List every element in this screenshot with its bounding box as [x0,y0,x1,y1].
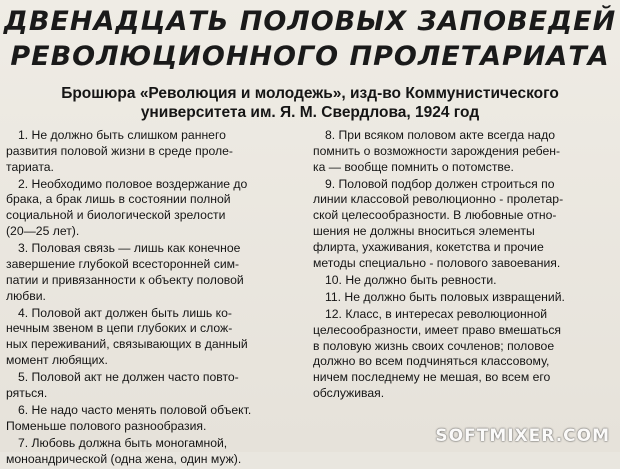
paragraph-line: в половую жизнь своих сочленов; половое [313,338,555,353]
left-column [6,128,304,469]
paragraph-line: флирта, ухаживания, кокетства и прочие [313,239,544,254]
commandment-paragraph [313,273,613,289]
paragraph-line: момент любящих. [6,353,108,368]
paragraph-line: моноандрической (одна жена, один муж). [6,451,242,466]
paragraph-line: 2. Необходимо половое воздержание до [18,176,248,191]
paragraph-line: методы специально - полового завоевания. [313,255,561,270]
paragraph-line: помнить о возможности зарождения ребен- [313,143,561,158]
headline-line-2: РЕВОЛЮЦИОННОГО ПРОЛЕТАРИАТА [10,41,610,72]
watermark: SOFTMIXER.COM [435,426,610,446]
paragraph-line: завершение глубокой всесторонней сим- [6,256,240,271]
paragraph-line: (20—25 лет). [6,224,80,239]
paragraph-line: 9. Половой подбор должен строиться по [325,176,555,191]
paragraph-line: тариата. [6,159,54,174]
paragraph-line: 8. При всяком половом акте всегда надо [325,128,555,142]
paragraph-line: 5. Половой акт не должен часто повто- [18,370,239,385]
commandment-paragraph [313,290,613,306]
paragraph-line: 3. Половая связь — лишь как конечное [18,241,241,256]
commandment-paragraph [313,128,613,175]
paragraph-line: обслуживая. [313,385,385,400]
commandment-paragraph [6,370,304,402]
paragraph-line: должно во всем подчиняться классовому, [313,354,550,369]
paragraph-line: 10. Не должно быть ревности. [325,272,497,287]
subtitle-line-1: Брошюра «Революция и молодежь», изд-во Коммунистического [61,85,559,102]
paragraph-line: линии классовой революционно - пролетар- [313,192,564,207]
paragraph-line: патии и привязанности к объекту половой [6,272,244,287]
paragraph-line: брака, а брак лишь в состоянии полной [6,192,231,207]
commandment-paragraph [313,307,613,402]
paragraph-line: 4. Половой акт должен быть лишь ко- [18,305,232,320]
paragraph-line: ской целесообразности. В любовные отно- [313,208,557,223]
subtitle-line-2: университета им. Я. М. Свердлова, 1924 год [140,104,480,121]
commandment-paragraph [6,306,304,369]
paragraph-line: Поменьше полового разнообразия. [6,418,207,433]
paragraph-line: 7. Любовь должна быть моногамной, [18,435,228,450]
commandment-paragraph [6,241,304,304]
paragraph-line: шения не должны вноситься элементы [313,224,535,239]
commandment-paragraph [6,128,304,175]
paragraph-line: ка — вообще помнить о потомстве. [313,159,514,174]
commandment-paragraph [313,177,613,272]
right-column [313,128,613,403]
paragraph-line: любви. [6,288,46,303]
paragraph-line: нечным звеном в цепи глубоких и слож- [6,321,233,336]
commandment-paragraph [6,177,304,240]
headline-line-1: ДВЕНАДЦАТЬ ПОЛОВЫХ ЗАПОВЕДЕЙ [3,6,617,37]
paragraph-line: 1. Не должно быть слишком раннего [18,128,226,142]
paragraph-line: развития половой жизни в среде проле- [6,143,233,158]
paragraph-line: целесообразности, имеет право вмешаться [313,322,562,337]
paragraph-line: 6. Не надо часто менять половой объект. [18,403,252,418]
paragraph-line: 11. Не должно быть половых извращений. [325,289,565,304]
paragraph-line: ных переживаний, связывающих в данный [6,337,248,352]
paragraph-line: ничем последнему не мешая, во всем его [313,370,551,385]
commandment-paragraph [6,403,304,435]
paragraph-line: 12. Класс, в интересах революционной [325,306,548,321]
paragraph-line: социальной и биологической зрелости [6,208,226,223]
paragraph-line: ряться. [6,385,48,400]
